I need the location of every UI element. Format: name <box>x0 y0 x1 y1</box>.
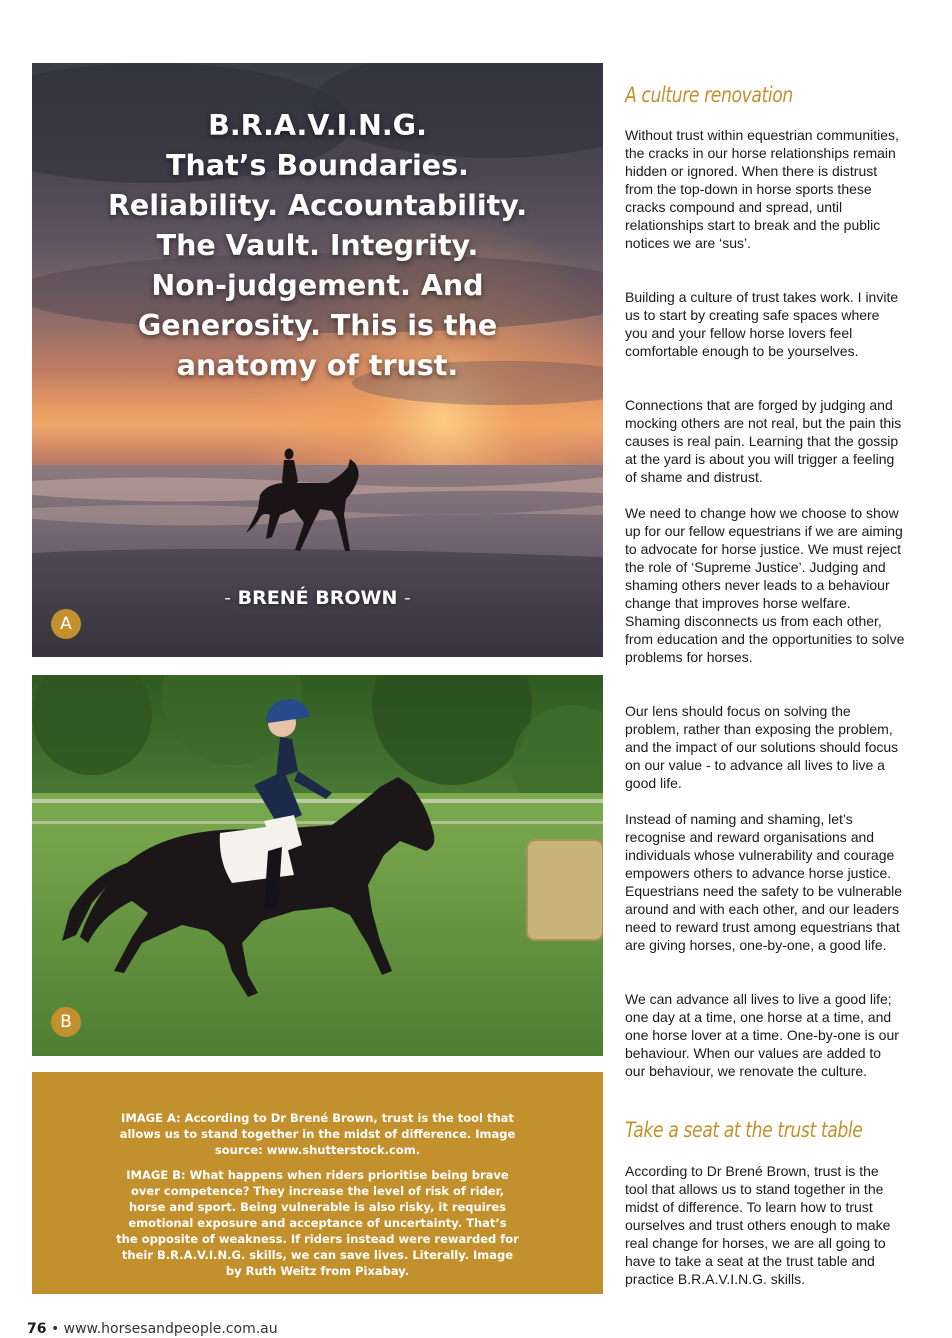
page-number: 76 <box>27 1321 47 1337</box>
article-paragraph: We can advance all lives to live a good life; one day at a time, one horse at a time, and one horse lover at a time. One-by-one is our behaviour. When our values are added to our behaviour, we renovate the culture. <box>625 991 899 1079</box>
quote-line: That’s Boundaries. <box>166 149 469 182</box>
quote-line: The Vault. Integrity. <box>156 229 479 262</box>
article-paragraph: According to Dr Brené Brown, trust is the tool that allows us to stand together in the midst of difference. To learn how to trust ourselves and trust others enough to make real change for horses, we are all going to have to take a seat at the trust table and practice B.R.A.V.I.N.G. skills. <box>625 1163 891 1287</box>
section-heading-culture-renovation: A culture renovation <box>625 83 793 107</box>
attribution-name: BRENÉ BROWN <box>237 587 398 609</box>
page-footer <box>27 1321 278 1337</box>
article-paragraph: Without trust within equestrian communities, the cracks in our horse relationships remain hidden or ignored. When there is distrust from the top-down in horse sports these cracks compound and spread, until relationships start to break and the public notices we are ‘sus’. <box>625 127 899 251</box>
footer-separator: • <box>50 1321 60 1337</box>
article-paragraph: Connections that are forged by judging and mocking others are not real, but the pain this causes is real pain. Learning that the gossip at the yard is about you will trigger a feeling of shame and distrust. <box>625 397 902 485</box>
cross-country-scene <box>32 675 603 1056</box>
pull-quote <box>32 106 603 386</box>
image-badge-a: A <box>51 609 81 639</box>
quote-attribution <box>32 587 603 609</box>
quote-line: anatomy of trust. <box>176 349 459 382</box>
quote-line: B.R.A.V.I.N.G. <box>208 109 427 142</box>
caption-image-b: IMAGE B: What happens when riders prioritise being brave over competence? They increase the level of risk of rider, horse and sport. Being vulnerable is also risky, it requires emotional exposure and acceptance of uncertainty. That’s the opposite of weakness. If riders instead were rewarded for their B.R.A.V.I.N.G. skills, we can save lives. Literally. Image by Ruth Weitz from Pixabay. <box>116 1168 519 1278</box>
footer-website-link[interactable]: www.horsesandpeople.com.au <box>63 1321 278 1337</box>
image-captions-box <box>32 1072 603 1294</box>
quote-line: Non-judgement. And <box>151 269 484 302</box>
article-paragraph: We need to change how we choose to show up for our fellow equestrians if we are aiming to advocate for horse justice. We must reject the role of ‘Supreme Justice’. Judging and shaming others never leads to a behaviour change that improves horse welfare. Shaming disconnects us from each other, from education and the opportunities to solve problems for horses. <box>625 505 905 665</box>
quote-line: Generosity. This is the <box>137 309 498 342</box>
image-badge-b: B <box>51 1007 81 1037</box>
article-paragraph: Instead of naming and shaming, let’s recognise and reward organisations and individuals whose vulnerability and courage empowers others to advance horse justice. Equestrians need the safety to be vulnerable around and with each other, and our leaders need to reward trust among equestrians that are giving horses, one-by-one, a good life. <box>625 811 903 953</box>
article-paragraph: Our lens should focus on solving the problem, rather than exposing the problem, and the impact of our solutions should focus on our value - to advance all lives to live a good life. <box>625 703 899 791</box>
article-paragraph: Building a culture of trust takes work. I invite us to start by creating safe spaces where you and your fellow horse lovers feel comfortable enough to be yourselves. <box>625 289 899 359</box>
image-b-cross-country-rider <box>32 675 603 1056</box>
quote-line: Reliability. Accountability. <box>107 189 528 222</box>
image-a-sunset-rider <box>32 63 603 657</box>
attribution-dash-right: - <box>403 587 411 609</box>
attribution-dash-left: - <box>224 587 232 609</box>
section-heading-trust-table: Take a seat at the trust table <box>625 1118 863 1142</box>
caption-image-a: IMAGE A: According to Dr Brené Brown, trust is the tool that allows us to stand together in the midst of difference. Image source: www.shutterstock.com. <box>119 1111 516 1157</box>
